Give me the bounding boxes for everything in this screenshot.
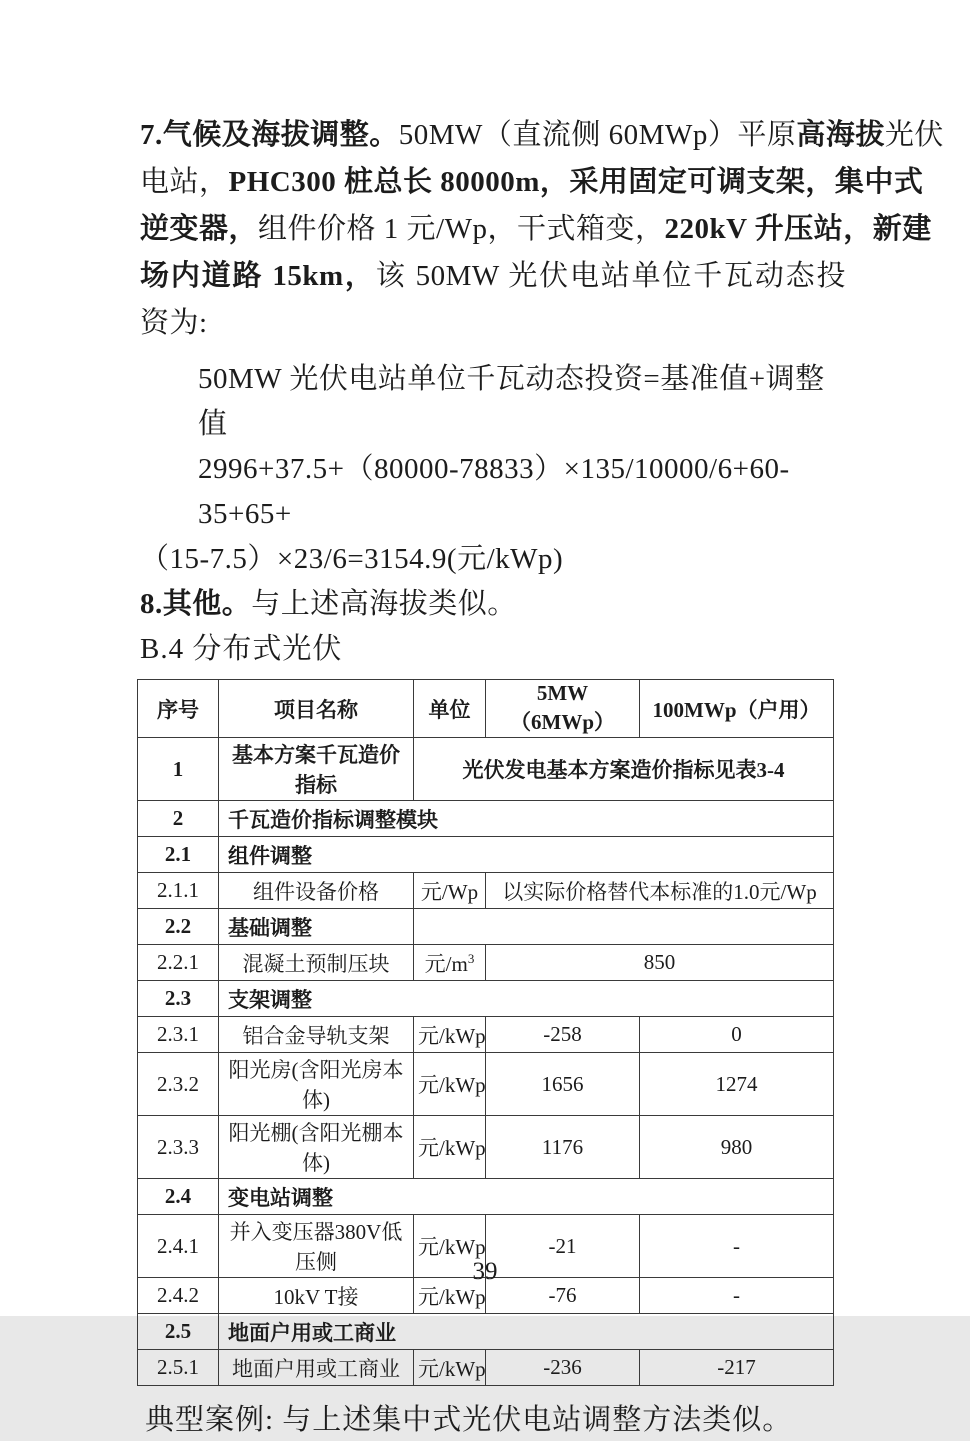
text-run: 50MW（直流侧 60MWp）平原 xyxy=(398,119,797,151)
cell-value-5mw: -236 xyxy=(486,1350,640,1386)
text-run: 该 50MW 光伏电站单位千瓦动态投资为: xyxy=(140,260,846,339)
table-row-2-5-1 xyxy=(138,1350,834,1386)
cell-merged-value: 以实际价格替代本标准的1.0元/Wp xyxy=(486,873,834,909)
cell-item: 并入变压器380V低压侧 xyxy=(219,1215,414,1278)
paragraph-line xyxy=(140,206,932,253)
cell-item: 阳光房(含阳光房本体) xyxy=(219,1053,414,1116)
cell-seq: 2.4.1 xyxy=(138,1215,219,1278)
cell-merged-note: 光伏发电基本方案造价指标见表3-4 xyxy=(414,738,834,801)
cell-unit: 元/kWp xyxy=(414,1116,486,1179)
header-seq: 序号 xyxy=(138,680,219,738)
formula-line-1: 50MW 光伏电站单位千瓦动态投资=基准值+调整值 xyxy=(198,363,825,440)
cell-unit: 元/kWp xyxy=(414,1017,486,1053)
table-row-2-5 xyxy=(138,1314,834,1350)
cell-seq: 1 xyxy=(138,738,219,801)
cell-value-100mwp: -217 xyxy=(640,1350,834,1386)
cell-seq: 2.4 xyxy=(138,1179,219,1215)
cell-unit xyxy=(414,945,486,981)
cell-value-5mw: 1656 xyxy=(486,1053,640,1116)
cell-section-title: 千瓦造价指标调整模块 xyxy=(219,801,834,837)
cell-unit: 元/Wp xyxy=(414,873,486,909)
section-8-text: 与上述高海拔类似。 xyxy=(251,588,517,620)
cell-seq: 2.3.1 xyxy=(138,1017,219,1053)
text-run: 220kV 升压站，新建 xyxy=(664,213,932,245)
cell-unit: 元/kWp xyxy=(414,1215,486,1278)
cell-seq: 2.3 xyxy=(138,981,219,1017)
cell-value-100mwp: 1274 xyxy=(640,1053,834,1116)
cell-section-title: 组件调整 xyxy=(219,837,834,873)
cell-unit: 元/kWp xyxy=(414,1053,486,1116)
text-run: 电站， xyxy=(140,166,229,198)
table-row-2-3-3 xyxy=(138,1116,834,1179)
cell-seq: 2.2 xyxy=(138,909,219,945)
header-5mw: 5MW（6MWp） xyxy=(486,680,640,738)
paragraph-line xyxy=(140,112,944,159)
table-row-2-3-2 xyxy=(138,1053,834,1116)
cell-item: 混凝土预制压块 xyxy=(219,945,414,981)
table-row-2-3-1 xyxy=(138,1017,834,1053)
header-item-name: 项目名称 xyxy=(219,680,414,738)
heading-b4: B.4 分布式光伏 xyxy=(140,633,343,665)
investment-formula xyxy=(140,357,846,582)
cell-seq: 2.5 xyxy=(138,1314,219,1350)
paragraph-line xyxy=(140,159,924,206)
page-content xyxy=(140,112,944,1441)
cell-section-title: 变电站调整 xyxy=(219,1179,834,1215)
cell-value-5mw: -258 xyxy=(486,1017,640,1053)
table-row-2-2-1 xyxy=(138,945,834,981)
table-row-2-1 xyxy=(138,837,834,873)
cell-item: 地面户用或工商业 xyxy=(219,1350,414,1386)
text-run: PHC300 桩总长 80000m，采用固定可调支架，集中式 xyxy=(228,166,924,198)
cell-value-5mw: 1176 xyxy=(486,1116,640,1179)
cell-item: 铝合金导轨支架 xyxy=(219,1017,414,1053)
page-number: 39 xyxy=(472,1258,498,1285)
unit-superscript: 3 xyxy=(467,950,475,966)
cell-item: 阳光棚(含阳光棚本体) xyxy=(219,1116,414,1179)
text-run: 7.气候及海拔调整。 xyxy=(140,119,399,151)
text-run: 高海拔 xyxy=(796,119,885,151)
text-run: 组件价格 1 元/Wp，干式箱变， xyxy=(258,213,665,245)
cell-merged-value: 850 xyxy=(486,945,834,981)
cell-value-100mwp: 980 xyxy=(640,1116,834,1179)
cell-item: 10kV T接 xyxy=(219,1278,414,1314)
text-run: 光伏 xyxy=(884,119,944,151)
cell-seq: 2.4.2 xyxy=(138,1278,219,1314)
unit-text: 元/m xyxy=(424,951,468,976)
cell-seq: 2.3.3 xyxy=(138,1116,219,1179)
cell-unit: 元/kWp xyxy=(414,1350,486,1386)
section-8-title: 8.其他。 xyxy=(140,588,252,620)
cell-seq: 2.2.1 xyxy=(138,945,219,981)
typical-case-note: 典型案例: 与上述集中式光伏电站调整方法类似。 xyxy=(145,1404,793,1436)
cell-section-title: 基础调整 xyxy=(219,909,414,945)
cell-seq: 2 xyxy=(138,801,219,837)
cell-value-5mw: -21 xyxy=(486,1215,640,1278)
table-row-2-1-1 xyxy=(138,873,834,909)
header-100mwp: 100MWp（户用） xyxy=(640,680,834,738)
cell-section-title: 地面户用或工商业 xyxy=(219,1314,834,1350)
table-header-row xyxy=(138,680,834,738)
header-unit: 单位 xyxy=(414,680,486,738)
table-row-2-2 xyxy=(138,909,834,945)
cell-item: 基本方案千瓦造价指标 xyxy=(219,738,414,801)
cell-seq: 2.5.1 xyxy=(138,1350,219,1386)
paragraph-line xyxy=(140,253,846,347)
cell-value-100mwp: - xyxy=(640,1215,834,1278)
table-row-2-4 xyxy=(138,1179,834,1215)
table-row-2 xyxy=(138,801,834,837)
cell-seq: 2.1.1 xyxy=(138,873,219,909)
section-8-paragraph xyxy=(140,582,846,627)
formula-line-3: （15-7.5）×23/6=3154.9(元/kWp) xyxy=(140,543,564,575)
text-run: 逆变器， xyxy=(140,213,259,245)
table-row-1 xyxy=(138,738,834,801)
cell-section-title: 支架调整 xyxy=(219,981,834,1017)
cell-seq: 2.1 xyxy=(138,837,219,873)
cell-seq: 2.3.2 xyxy=(138,1053,219,1116)
table-row-2-3 xyxy=(138,981,834,1017)
cell-value-100mwp: - xyxy=(640,1278,834,1314)
text-run: 场内道路 15km， xyxy=(140,260,376,292)
cell-value-5mw: -76 xyxy=(486,1278,640,1314)
cell-unit: 元/kWp xyxy=(414,1278,486,1314)
cell-empty xyxy=(414,909,834,945)
cell-item: 组件设备价格 xyxy=(219,873,414,909)
cell-value-100mwp: 0 xyxy=(640,1017,834,1053)
section-7-paragraph xyxy=(140,112,944,347)
formula-line-2: 2996+37.5+（80000-78833）×135/10000/6+60-35+65+ xyxy=(198,453,790,530)
